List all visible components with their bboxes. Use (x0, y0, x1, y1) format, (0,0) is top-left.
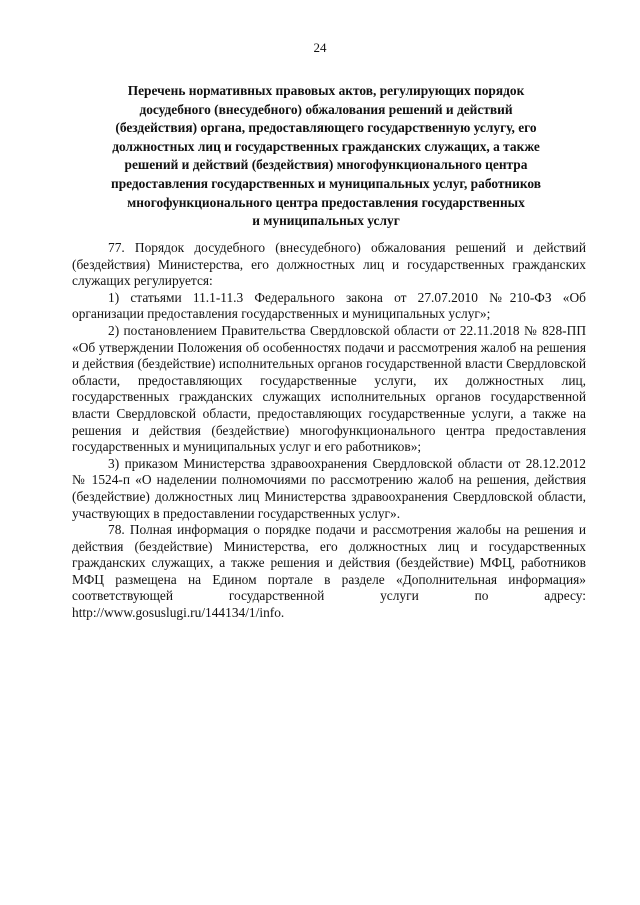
title-line: предоставления государственных и муниципальных услуг, работников (110, 175, 541, 191)
paragraph-77-item-1: 1) статьями 11.1-11.3 Федерального закона от 27.07.2010 №210-ФЗ «Об организации предоставления государственных и муниципальных услуг»; (72, 289, 586, 322)
title-line: должностных лиц и государственных гражданских служащих, а также (112, 138, 540, 154)
title-line: досудебного (внесудебного) обжалования решений и действий (139, 101, 513, 117)
paragraph-77: 77. Порядок досудебного (внесудебного) обжалования решений и действий (бездействия) Министерства, его должностных лиц и государственных гражданских служащих регулируется: (72, 240, 586, 289)
title-line: многофункционального центра предоставления государственных (127, 194, 525, 210)
page-number: 24 (313, 40, 327, 55)
document-body (72, 240, 586, 622)
paragraph-78: 78. Полная информация о порядке подачи и рассмотрения жалобы на решения и действия (бездействие) Министерства, его должностных лиц и государственных гражданских служащих, а также решения и действия (бездействие) МФЦ, работников МФЦ размещена на Едином портале в разделе «Дополнительная информация» соответствующей государственной услуги по адресу: http://www.gosuslugi.ru/144134/1/info. (72, 522, 586, 621)
paragraph-77-item-3: 3) приказом Министерства здравоохранения Свердловской области от 28.12.2012 № 1524-п «О наделении полномочиями по рассмотрению жалоб на решения, действия (бездействие) должностных лиц Министерства здравоохранения Свердловской области, участвующих в предоставлении государственных услуг». (72, 455, 586, 521)
title-line: решений и действий (бездействия) многофункционального центра (124, 157, 528, 173)
title-line: и муниципальных услуг (252, 213, 400, 229)
title-line: Перечень нормативных правовых актов, регулирующих порядок (127, 83, 525, 98)
document-title (78, 82, 574, 231)
paragraph-77-item-2: 2) постановлением Правительства Свердловской области от 22.11.2018 № 828-ПП «Об утверждении Положения об особенностях подачи и рассмотрения жалоб на решения и действия (бездействие) исполнительных органов государственной власти Свердловской области, предоставляющих государственные услуги, их должностных лиц, государственных гражданских служащих исполнительных органов государственной власти Свердловской области, предоставляющих государственные услуги, а также на решения и действия (бездействие) многофункционального центра предоставления государственных и муниципальных услуг и его работников»; (72, 322, 586, 455)
title-line: (бездействия) органа, предоставляющего государственную услугу, его (115, 120, 537, 136)
